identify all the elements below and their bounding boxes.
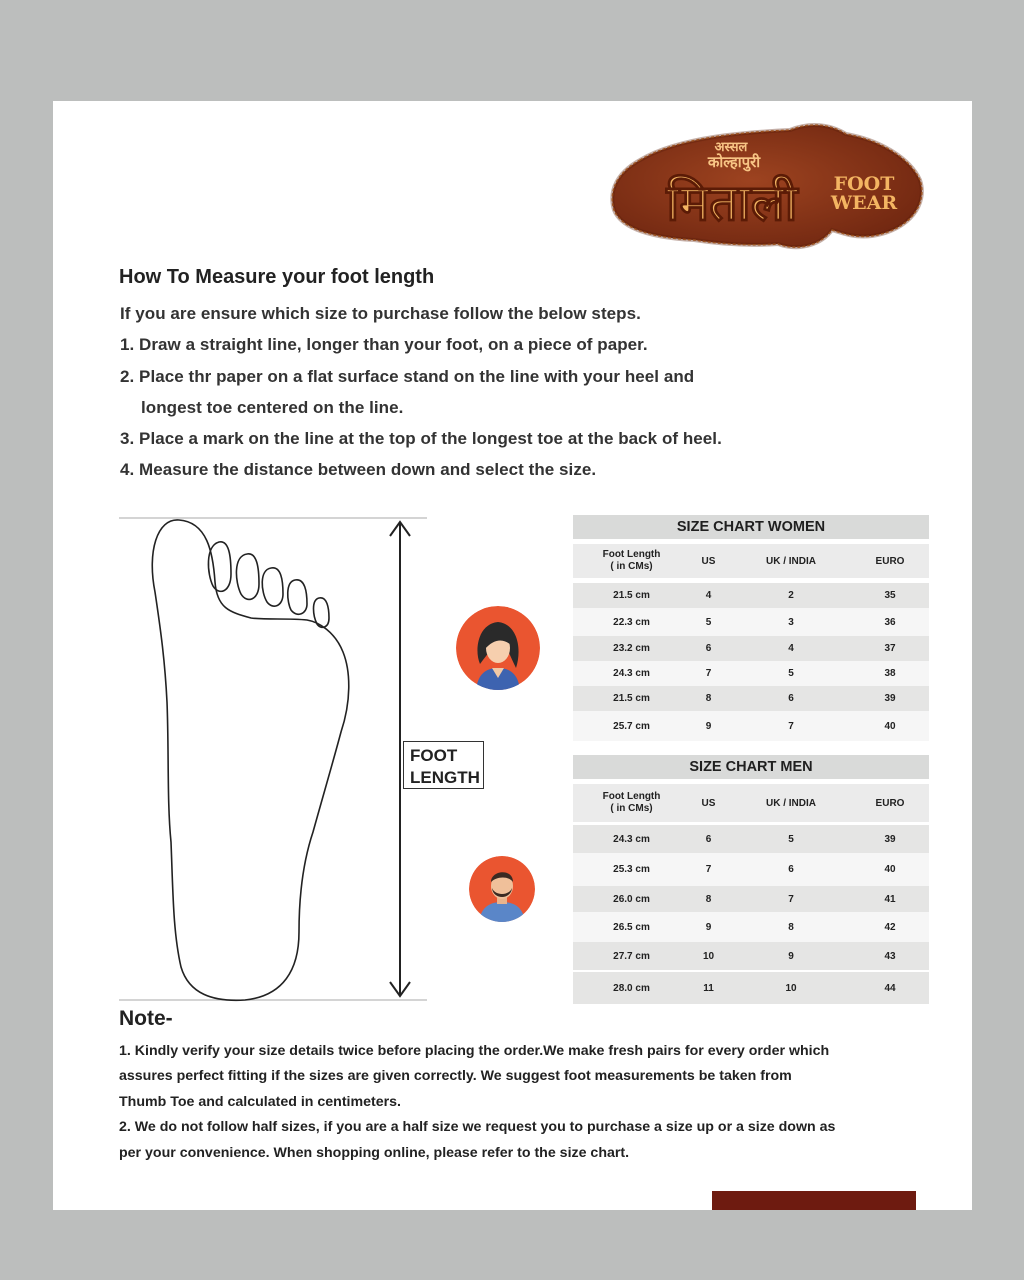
instructions-heading: How To Measure your foot length — [119, 266, 435, 288]
cell-uk: 3 — [788, 616, 794, 628]
cell-us: 8 — [705, 693, 712, 704]
cell-cm: 26.0 cm — [613, 893, 650, 905]
cell-euro: 40 — [884, 864, 896, 875]
cell-cm: 28.0 cm — [613, 982, 650, 994]
instruction-step-3: 3. Place a mark on the line at the top of the longest toe at the back of heel. — [120, 429, 722, 448]
cell-euro: 39 — [884, 693, 896, 704]
note-2-line-1: 2. We do not follow half sizes, if you are a half size we request you to purchase a size up or a size down as — [119, 1119, 836, 1135]
header-euro: EURO — [875, 555, 905, 567]
logo-brand-text: मिताली — [666, 174, 798, 232]
cell-us: 7 — [705, 864, 712, 875]
table-row — [573, 583, 929, 608]
instruction-step-4: 4. Measure the distance between down and select the size. — [120, 460, 597, 479]
note-2-line-2: per your convenience. When shopping online, please refer to the size chart. — [119, 1145, 630, 1161]
cell-uk: 8 — [788, 921, 794, 933]
instruction-step-2: 2. Place thr paper on a flat surface stand on the line with your heel and — [120, 367, 695, 386]
cell-euro: 40 — [884, 720, 896, 732]
cell-euro: 43 — [884, 950, 896, 962]
cell-us: 4 — [705, 590, 712, 601]
header-uk-india: UK / INDIA — [766, 555, 816, 567]
cell-cm: 21.5 cm — [613, 693, 650, 704]
cell-cm: 22.3 cm — [613, 616, 650, 628]
cell-cm: 25.3 cm — [613, 864, 650, 875]
foot-length-label — [403, 741, 484, 789]
cell-uk: 9 — [788, 950, 794, 962]
size-chart-men-header — [573, 784, 929, 822]
header-us: US — [701, 555, 716, 567]
cell-us: 8 — [705, 893, 712, 905]
cell-euro: 35 — [884, 590, 896, 601]
size-chart-women-header — [573, 544, 929, 578]
table-row — [573, 636, 929, 661]
cell-cm: 24.3 cm — [613, 668, 650, 679]
table-row — [573, 608, 929, 636]
cell-uk: 6 — [788, 693, 794, 704]
table-row — [573, 972, 929, 1004]
cell-us: 9 — [705, 921, 712, 933]
cell-uk: 6 — [788, 864, 794, 875]
header-foot-length-line-2: ( in CMs) — [610, 561, 653, 572]
size-chart-men — [573, 755, 929, 1004]
note-1-line-2: assures perfect fitting if the sizes are given correctly. We suggest foot measurements be taken from — [119, 1068, 792, 1084]
footer-accent-bar — [712, 1191, 916, 1210]
cell-euro: 42 — [884, 921, 896, 933]
size-chart-men-title: SIZE CHART MEN — [573, 755, 929, 779]
cell-euro: 37 — [884, 643, 896, 654]
cell-uk: 7 — [788, 720, 794, 732]
cell-uk: 5 — [788, 668, 794, 679]
instruction-step-2-continued: longest toe centered on the line. — [141, 398, 404, 417]
cell-cm: 23.2 cm — [613, 643, 650, 654]
man-avatar-icon — [469, 856, 535, 922]
cell-us: 6 — [705, 643, 712, 654]
cell-us: 5 — [705, 616, 712, 628]
foot-outline — [152, 520, 349, 1000]
size-chart-women — [573, 515, 929, 741]
header-foot-length-line-1: Foot Length — [602, 549, 661, 560]
foot-diagram — [117, 512, 432, 1004]
cell-cm: 26.5 cm — [613, 921, 650, 933]
instruction-step-1: 1. Draw a straight line, longer than your foot, on a piece of paper. — [120, 335, 648, 354]
header-us: US — [701, 797, 716, 809]
cell-euro: 44 — [884, 982, 896, 994]
table-row — [573, 825, 929, 853]
logo-sub-text: कोल्हापुरी — [707, 153, 761, 171]
note-1-line-3: Thumb Toe and calculated in centimeters. — [119, 1094, 401, 1110]
cell-us: 11 — [703, 982, 714, 994]
table-row — [573, 853, 929, 886]
header-foot-length — [573, 791, 686, 815]
logo-top-text: अस्सल — [714, 140, 748, 155]
cell-uk: 10 — [785, 982, 797, 994]
header-uk-india: UK / INDIA — [766, 797, 816, 809]
woman-avatar-icon — [456, 606, 540, 690]
table-row — [573, 661, 929, 686]
header-foot-length-line-2: ( in CMs) — [610, 803, 653, 814]
logo-side-text-1: FOOT — [833, 173, 895, 195]
cell-cm: 27.7 cm — [613, 950, 650, 962]
logo-side-text-2: WEAR — [830, 192, 898, 214]
note-1-line-1: 1. Kindly verify your size details twice before placing the order.We make fresh pairs for every order which — [119, 1043, 830, 1059]
table-row — [573, 711, 929, 741]
cell-euro: 41 — [884, 893, 896, 905]
cell-us: 9 — [705, 720, 712, 732]
note-heading: Note- — [119, 1007, 173, 1030]
cell-uk: 5 — [788, 833, 794, 845]
cell-euro: 36 — [884, 616, 896, 628]
instructions-intro: If you are ensure which size to purchase follow the below steps. — [120, 304, 641, 323]
header-foot-length — [573, 549, 686, 573]
cell-euro: 38 — [884, 668, 896, 679]
table-row — [573, 912, 929, 942]
cell-us: 6 — [705, 833, 712, 845]
cell-us: 10 — [702, 950, 715, 962]
cell-cm: 24.3 cm — [613, 833, 650, 845]
table-row — [573, 942, 929, 970]
cell-uk: 4 — [788, 643, 794, 654]
cell-uk: 2 — [788, 590, 794, 601]
cell-euro: 39 — [884, 833, 896, 845]
brand-logo — [610, 118, 926, 256]
cell-us: 7 — [705, 668, 712, 679]
header-euro: EURO — [875, 797, 905, 809]
header-foot-length-line-1: Foot Length — [602, 791, 661, 802]
size-chart-women-title: SIZE CHART WOMEN — [573, 515, 929, 539]
table-row — [573, 686, 929, 711]
foot-length-label-line-2: LENGTH — [410, 768, 480, 787]
cell-cm: 21.5 cm — [613, 590, 650, 601]
cell-uk: 7 — [788, 893, 794, 905]
table-row — [573, 886, 929, 912]
foot-length-label-line-1: FOOT — [410, 746, 458, 765]
cell-cm: 25.7 cm — [613, 720, 650, 732]
logo-badge — [610, 118, 926, 256]
